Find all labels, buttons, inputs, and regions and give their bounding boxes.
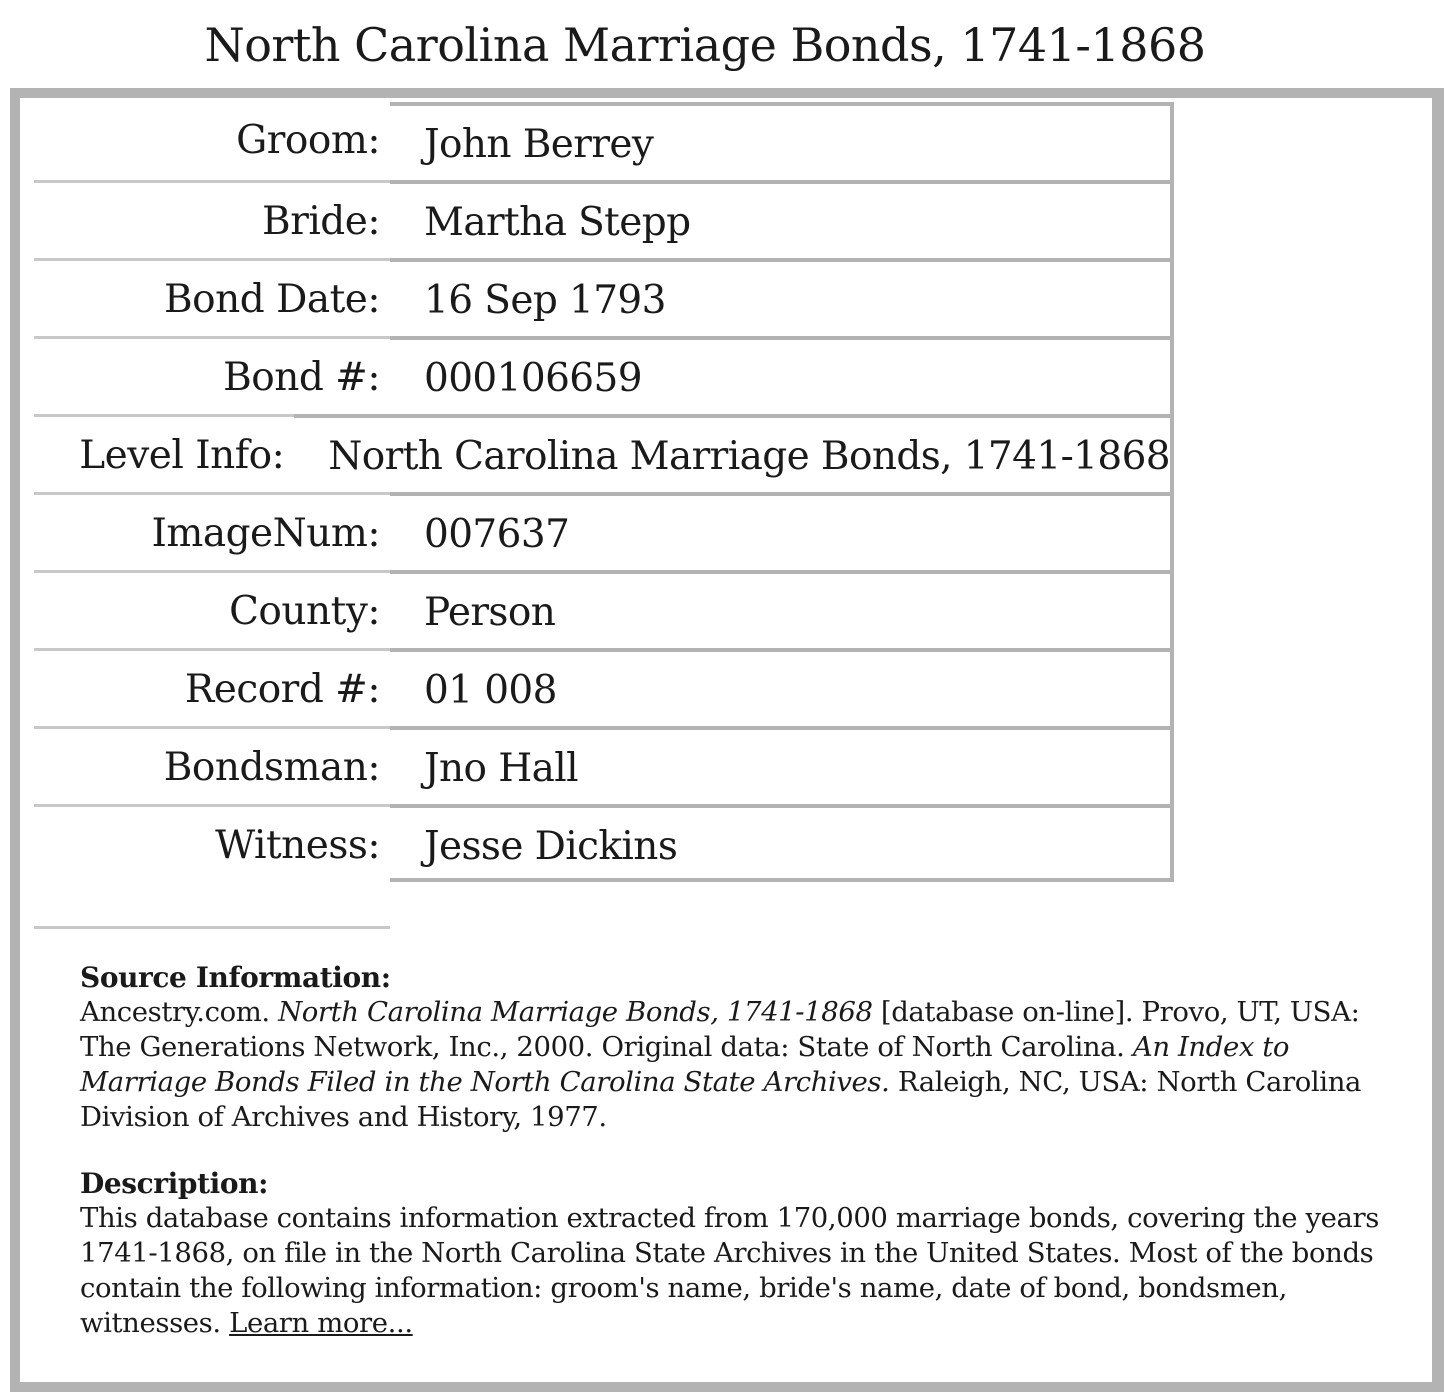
record-row-witness bbox=[34, 804, 1174, 882]
source-text: Ancestry.com. bbox=[80, 996, 279, 1028]
record-row-image-num bbox=[34, 492, 1174, 570]
field-label: Level Info: bbox=[34, 414, 294, 492]
source-original-title: An Index to Marriage Bonds Filed in the North Carolina State Archives. bbox=[80, 1031, 1290, 1098]
field-label: County: bbox=[34, 570, 390, 648]
field-value: 000106659 bbox=[390, 336, 1174, 414]
record-row-groom bbox=[34, 102, 1174, 180]
field-label: Bond #: bbox=[34, 336, 390, 414]
record-row-bond-date bbox=[34, 258, 1174, 336]
divider bbox=[34, 926, 390, 929]
field-value: John Berrey bbox=[390, 102, 1174, 180]
source-heading: Source Information: bbox=[80, 961, 391, 994]
field-label: Bond Date: bbox=[34, 258, 390, 336]
record-row-level-info bbox=[34, 414, 1174, 492]
source-title: North Carolina Marriage Bonds, 1741-1868 bbox=[278, 996, 873, 1028]
source-information bbox=[80, 960, 1390, 1135]
field-value: 16 Sep 1793 bbox=[390, 258, 1174, 336]
field-label: Record #: bbox=[34, 648, 390, 726]
field-label: ImageNum: bbox=[34, 492, 390, 570]
record-row-county bbox=[34, 570, 1174, 648]
description bbox=[80, 1166, 1390, 1341]
field-label: Witness: bbox=[34, 804, 390, 882]
field-value: North Carolina Marriage Bonds, 1741-1868 bbox=[294, 414, 1174, 492]
field-label: Bondsman: bbox=[34, 726, 390, 804]
record-row-bond-number bbox=[34, 336, 1174, 414]
field-value: 01 008 bbox=[390, 648, 1174, 726]
description-text: This database contains information extracted from 170,000 marriage bonds, covering the years 1741-1868, on file in the North Carolina State Archives in the United States. Most of the bonds contain the following information: groom's name, bride's name, date of bond, bondsmen, witnesses. bbox=[80, 1202, 1379, 1339]
source-text: Raleigh, NC, USA: North Carolina Division of Archives and History, 1977. bbox=[80, 1066, 1362, 1133]
source-text: [database on-line]. Provo, UT, USA: The Generations Network, Inc., 2000. Original data: State of North Carolina. bbox=[80, 996, 1360, 1063]
record-row-bride bbox=[34, 180, 1174, 258]
record-row-record-number bbox=[34, 648, 1174, 726]
field-value: 007637 bbox=[390, 492, 1174, 570]
learn-more-link[interactable]: Learn more... bbox=[229, 1307, 413, 1339]
field-value: Person bbox=[390, 570, 1174, 648]
page-title: North Carolina Marriage Bonds, 1741-1868 bbox=[204, 18, 1206, 72]
description-heading: Description: bbox=[80, 1167, 269, 1200]
field-label: Groom: bbox=[236, 118, 380, 163]
field-label: Bride: bbox=[34, 180, 390, 258]
record-row-bondsman bbox=[34, 726, 1174, 804]
record-frame bbox=[10, 88, 1444, 1392]
record-table bbox=[34, 102, 1174, 882]
field-value: Jno Hall bbox=[390, 726, 1174, 804]
field-value: Jesse Dickins bbox=[390, 804, 1174, 882]
field-value: Martha Stepp bbox=[390, 180, 1174, 258]
